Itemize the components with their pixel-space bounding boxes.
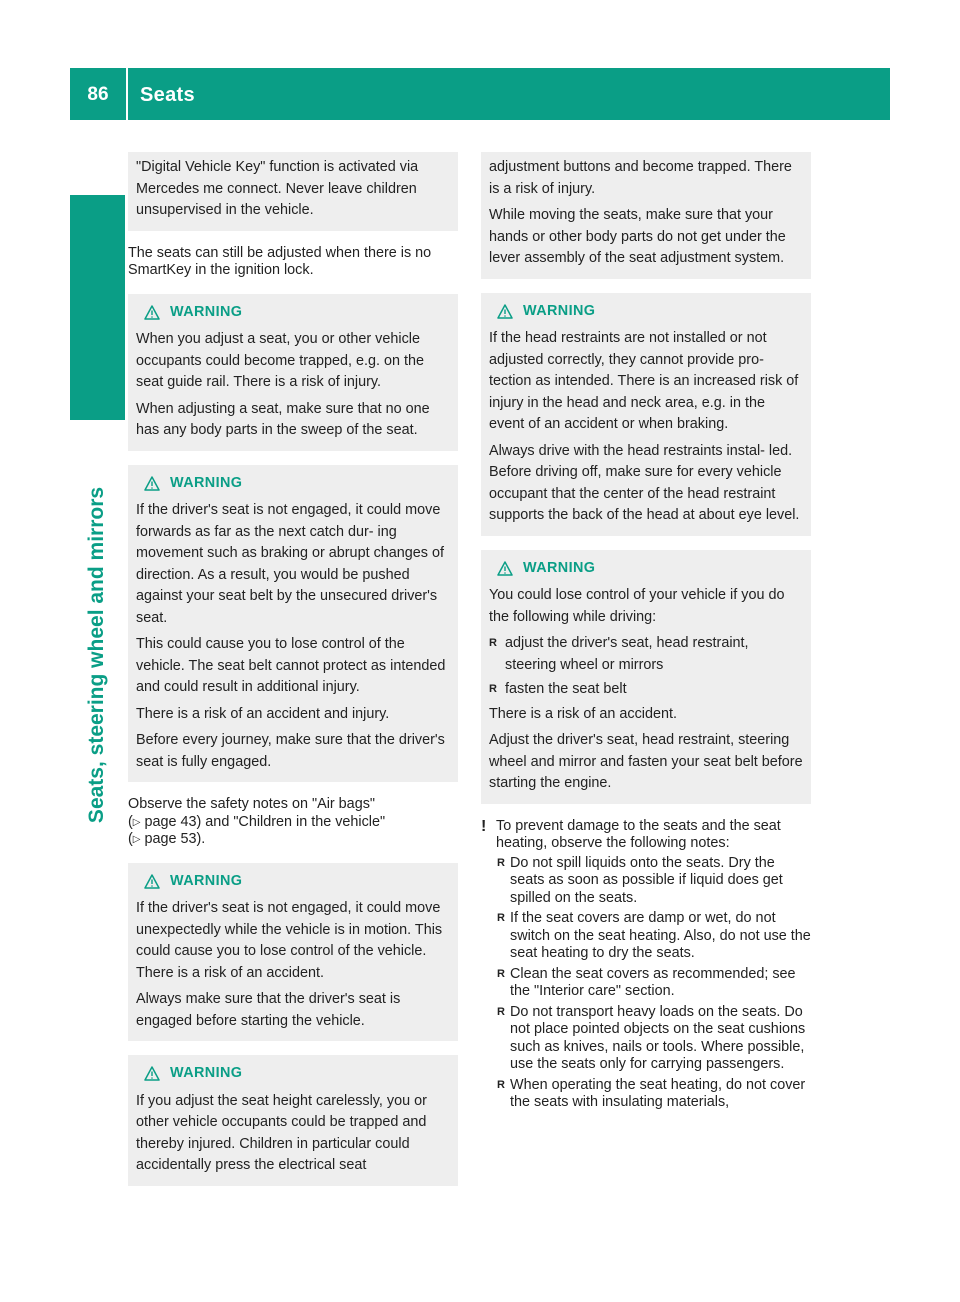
warning-label: WARNING <box>523 302 596 319</box>
exclamation-icon: ! <box>481 817 487 835</box>
warning-box-6 <box>481 550 811 804</box>
warning-triangle-icon <box>144 874 160 889</box>
note-header <box>481 818 811 853</box>
list-item <box>489 679 803 701</box>
continued-warning-box <box>128 152 458 231</box>
warning-text: If the driver's seat is not engaged, it could move unexpectedly while the vehicle is in motion. This could cause you to lose control of the vehicle. There is a risk of an accident. <box>136 900 443 981</box>
page-header <box>70 68 890 120</box>
warning-box-4 <box>128 1055 458 1186</box>
warning-header <box>144 473 450 495</box>
list-item-text: When operating the seat heating, do not cover the seats with insulating materials, <box>510 1076 806 1110</box>
bullet-mark: R <box>489 683 497 695</box>
warning-triangle-icon <box>497 561 513 576</box>
bullet-mark: R <box>497 856 505 869</box>
list-item <box>497 1004 811 1074</box>
warning-text: There is a risk of an accident and injury. <box>136 705 390 722</box>
list-item-text: If the seat covers are damp or wet, do not switch on the seat heating. Also, do not use the seat heating to dry the seats. <box>510 910 811 961</box>
warning-triangle-icon <box>497 304 513 319</box>
damage-note <box>481 818 811 1112</box>
page-number: 86 <box>87 84 109 105</box>
warning-text: There is a risk of an accident. <box>489 705 677 722</box>
list-item-text: Do not transport heavy loads on the seats. Do not place pointed objects on the seat cushions such as knives, nails or tools. Where possible, use the seats only for carrying passengers. <box>510 1003 806 1072</box>
warning-text: Adjust the driver's seat, head restraint, steering wheel and mirror and fasten your seat belt before starting the engine. <box>489 732 803 791</box>
warning-text: When you adjust a seat, you or other vehicle occupants could become trapped, e.g. on the seat guide rail. There is a risk of injury. <box>136 331 425 390</box>
smartkey-paragraph: The seats can still be adjusted when there is no SmartKey in the ignition lock. <box>128 244 432 278</box>
section-title: Seats <box>140 84 195 106</box>
header-divider <box>126 68 128 120</box>
list-item-text: Clean the seat covers as recommended; see the "Interior care" section. <box>510 965 796 999</box>
list-item <box>497 966 811 1001</box>
page-ref-arrow-icon: ▷ <box>132 834 141 845</box>
list-item-text: adjust the driver's seat, head restraint, steering wheel or mirrors <box>505 635 749 673</box>
safety-notes-line: Observe the safety notes on "Air bags" <box>128 796 375 812</box>
list-item-text: fasten the seat belt <box>505 681 627 697</box>
warning-box-2 <box>128 465 458 783</box>
warning-header <box>144 302 450 324</box>
list-item <box>497 910 811 963</box>
list-item <box>497 855 811 908</box>
warning-label: WARNING <box>523 559 596 576</box>
warning-header <box>144 871 450 893</box>
warning-text: Always make sure that the driver's seat is engaged before starting the vehicle. <box>136 991 401 1029</box>
continued-text: "Digital Vehicle Key" function is activated via Mercedes me connect. Never leave children unsupervised in the vehicle. <box>136 159 419 218</box>
page-ref-children[interactable]: page 53). <box>140 831 206 847</box>
left-column <box>128 152 458 1200</box>
warning-box-5 <box>481 293 811 536</box>
safety-notes-paragraph: Observe the safety notes on "Air bags" (▷ page 43) and "Children in the vehicle" (▷ page 53). <box>128 796 386 847</box>
warning-label: WARNING <box>170 474 243 491</box>
list-item <box>497 1077 811 1112</box>
continued-warning-box <box>481 152 811 279</box>
warning-label: WARNING <box>170 303 243 320</box>
right-column <box>481 152 811 1115</box>
bullet-mark: R <box>489 637 497 649</box>
list-item <box>489 633 803 676</box>
note-text: To prevent damage to the seats and the seat heating, observe the following notes: <box>496 817 781 851</box>
warning-header <box>144 1063 450 1085</box>
warning-header <box>497 301 803 323</box>
chapter-tab-marker <box>70 195 125 420</box>
chapter-side-label: Seats, steering wheel and mirrors <box>85 486 108 824</box>
page-ref-arrow-icon: ▷ <box>132 816 141 828</box>
note-list <box>497 855 811 1112</box>
warning-triangle-icon <box>144 305 160 320</box>
bullet-mark: R <box>497 1078 505 1091</box>
warning-text: If you adjust the seat height carelessly, you or other vehicle occupants could be trapped and thereby injured. Children in particular could accidentally press the electrical seat <box>136 1092 427 1173</box>
continued-text: While moving the seats, make sure that your hands or other body parts do not get under the lever assembly of the seat adjustment system. <box>489 207 786 266</box>
page-ref-airbags[interactable]: page 43) and "Children in the vehicle" <box>140 813 386 830</box>
warning-box-1 <box>128 294 458 451</box>
warning-text: If the head restraints are not installed or not adjusted correctly, they cannot provide pro- tection as intended. There is an increased risk of injury in the head and neck area, e.g. in the event of an accident or when braking. <box>489 330 799 432</box>
warning-box-3 <box>128 863 458 1042</box>
bullet-mark: R <box>497 1005 505 1018</box>
warning-text: You could lose control of your vehicle if you do the following while driving: <box>489 587 785 625</box>
continued-text: adjustment buttons and become trapped. There is a risk of injury. <box>489 159 792 197</box>
warning-text: This could cause you to lose control of the vehicle. The seat belt cannot protect as intended and could result in additional injury. <box>136 636 446 695</box>
list-item-text: Do not spill liquids onto the seats. Dry the seats as soon as possible if liquid does get spilled on the seats. <box>510 854 783 906</box>
warning-triangle-icon <box>144 476 160 491</box>
warning-label: WARNING <box>170 1065 243 1081</box>
bullet-mark: R <box>497 967 505 980</box>
warning-header <box>497 558 803 580</box>
warning-text: Before every journey, make sure that the driver's seat is fully engaged. <box>136 732 445 770</box>
warning-triangle-icon <box>144 1066 160 1081</box>
warning-text: Always drive with the head restraints instal- led. Before driving off, make sure for every vehicle occupant that the center of the head restraint supports the back of the head at about eye level. <box>489 442 800 523</box>
warning-text: If the driver's seat is not engaged, it could move forwards as far as the next catch dur- ing movement such as braking or abrupt changes of direction. As a result, you would be pushed against your seat belt by the unsecured driver's seat. <box>136 502 444 626</box>
warning-text: When adjusting a seat, make sure that no one has any body parts in the sweep of the seat. <box>136 400 430 438</box>
bullet-mark: R <box>497 912 505 924</box>
warning-label: WARNING <box>170 872 243 889</box>
